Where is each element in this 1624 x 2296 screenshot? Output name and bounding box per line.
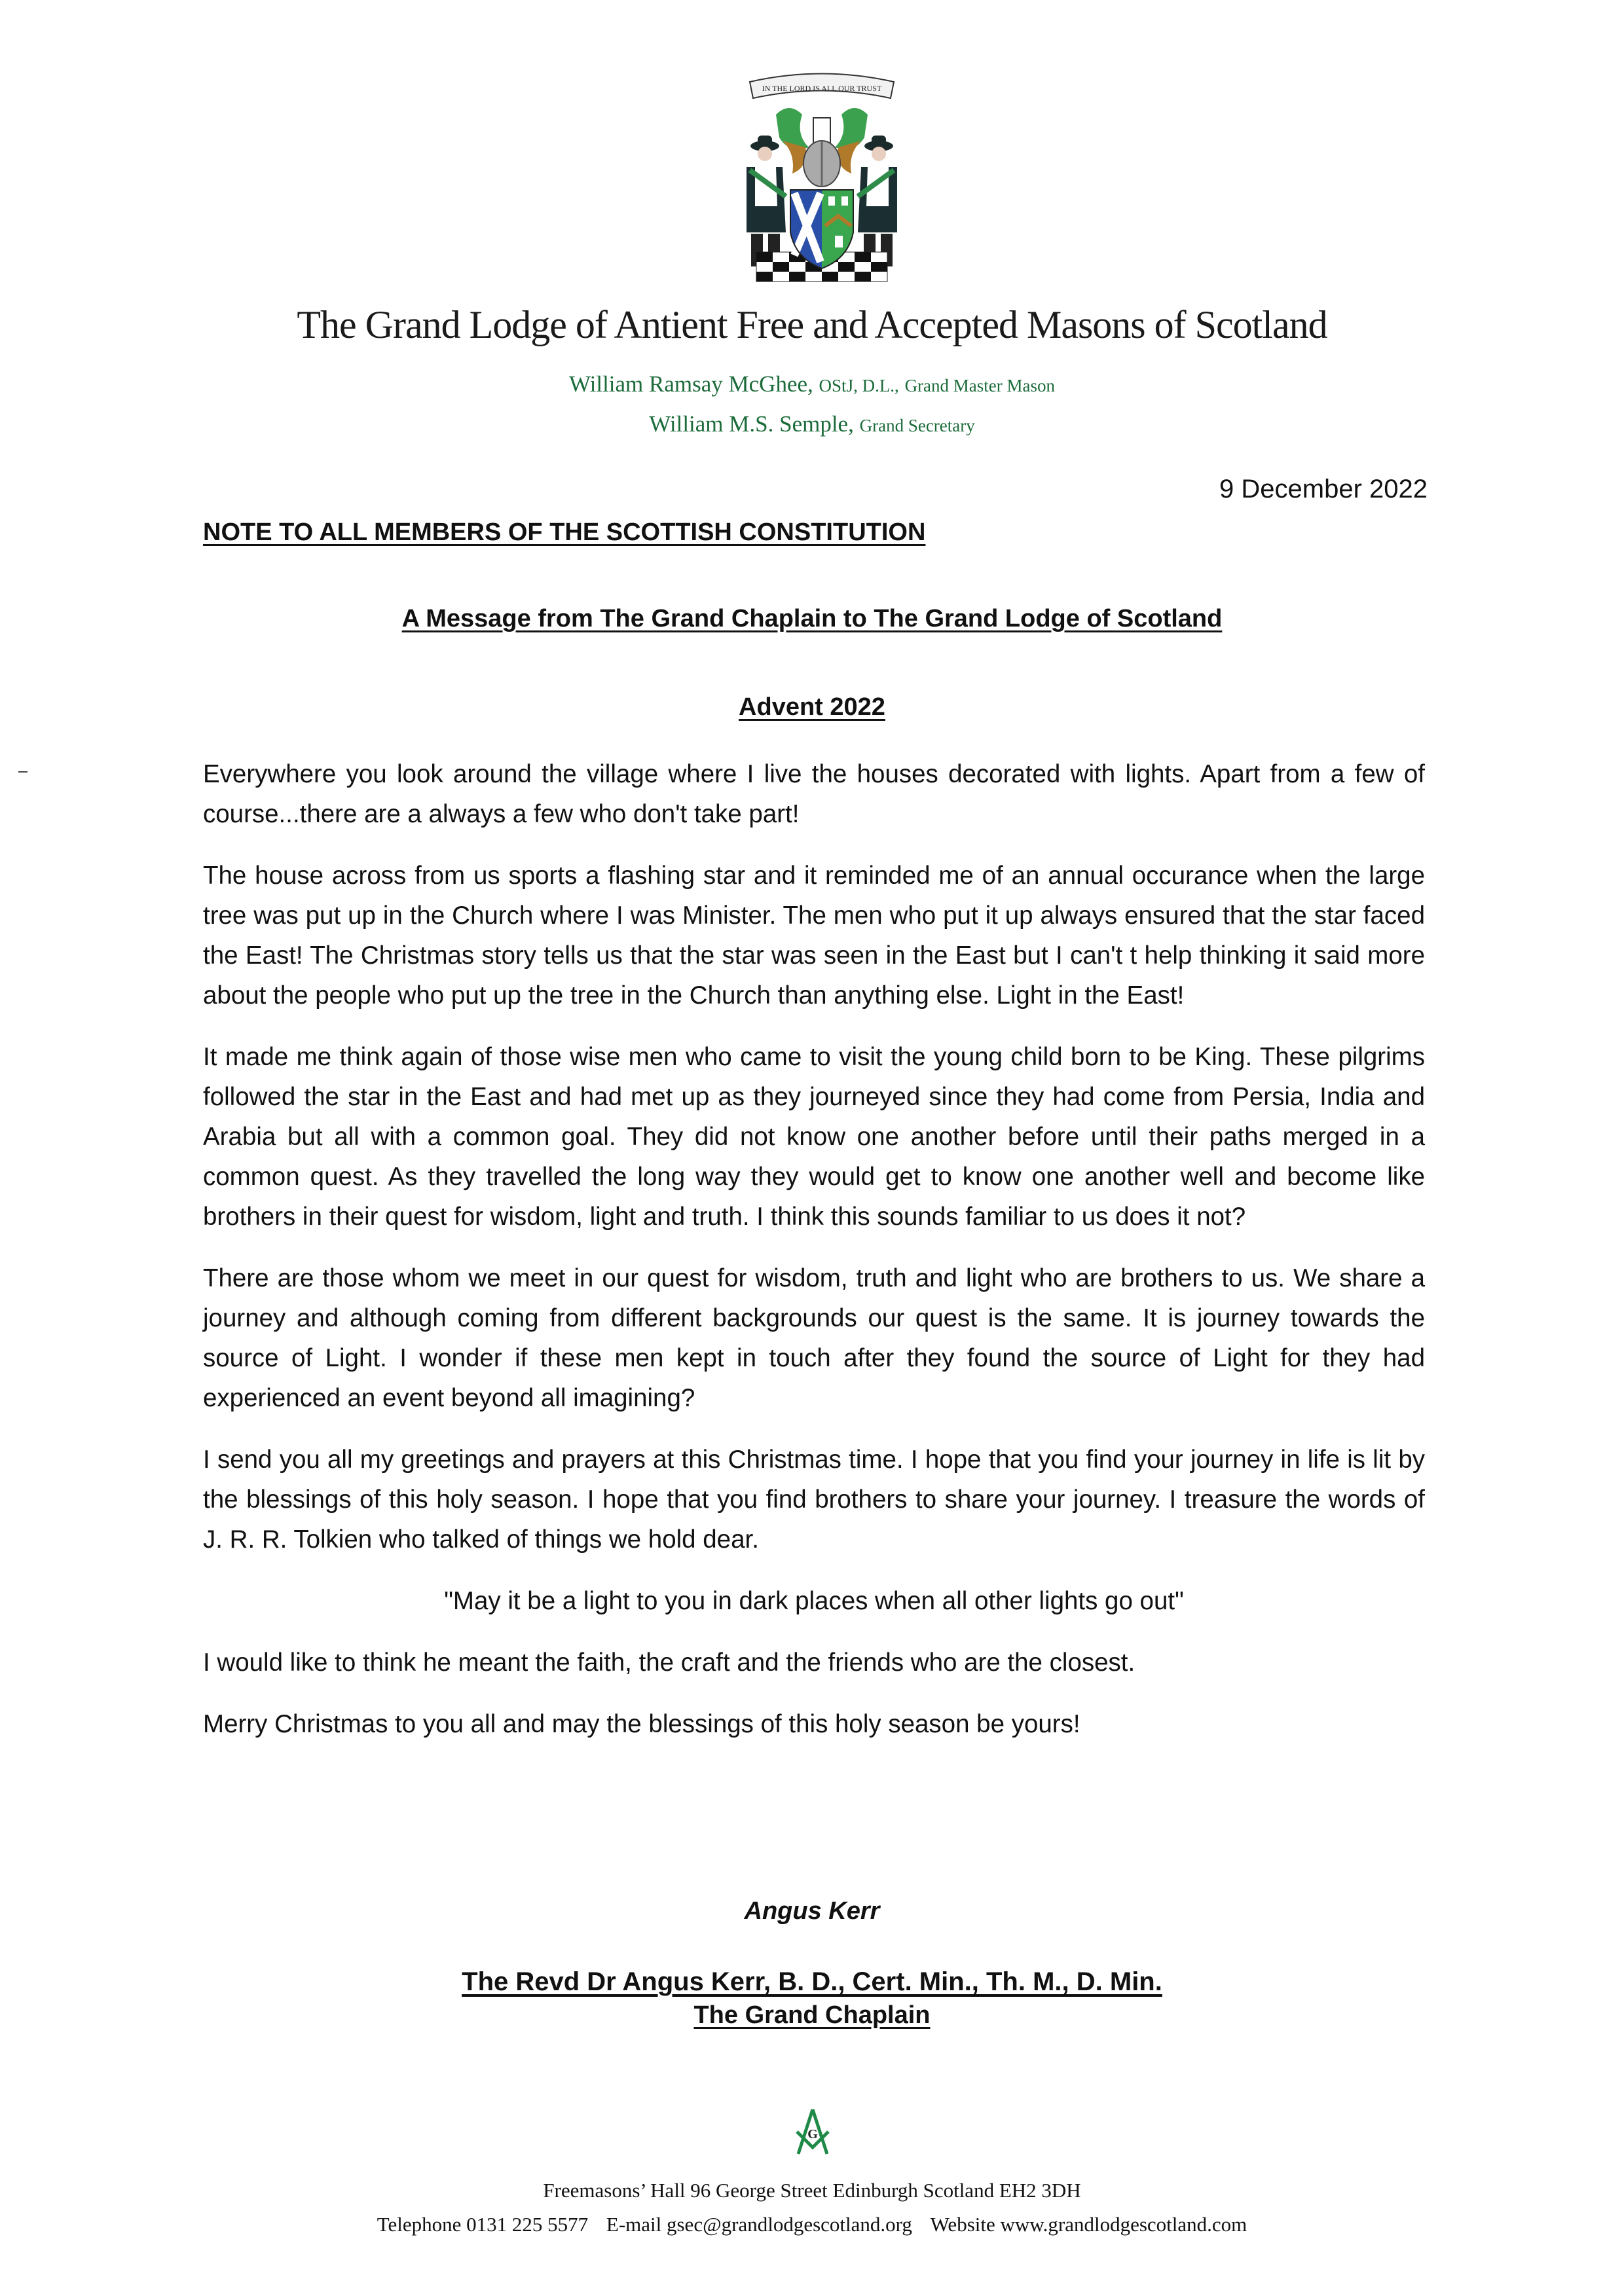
- margin-mark: [18, 771, 28, 773]
- organization-title: The Grand Lodge of Antient Free and Accepted Masons of Scotland: [297, 303, 1327, 346]
- grand-master-line: [0, 371, 1624, 397]
- footer-contact: [0, 2213, 1624, 2236]
- supporter-right: [858, 136, 897, 266]
- officer-name: William M.S. Semple,: [649, 411, 854, 437]
- message-heading: A Message from The Grand Chaplain to The Grand Lodge of Scotland: [401, 605, 1223, 632]
- footer-telephone: Telephone 0131 225 5577: [377, 2213, 589, 2236]
- paragraph: Everywhere you look around the village where I live the houses decorated with lights. Apart from a few of course...there are a always a few who don't take part!: [203, 760, 1425, 828]
- emblem-letter: G: [807, 2127, 818, 2141]
- mantling-right: [835, 108, 868, 149]
- officer-name: William Ramsay McGhee,: [568, 371, 813, 397]
- footer-email[interactable]: E-mail gsec@grandlodgescotland.org: [606, 2213, 912, 2236]
- supporter-left: [747, 136, 786, 266]
- paragraph: There are those whom we meet in our quest for wisdom, truth and light who are brothers to us. We share a journey and although coming from different backgrounds our quest is the same. It is journey towards the source of Light. I wonder if these men kept in touch after they found the source of Light for they had experienced an event beyond all imagining?: [203, 1264, 1425, 1412]
- paragraph: It made me think again of those wise men who came to visit the young child born to be King. These pilgrims followed the star in the East and had met up as they journeyed since they had come from Persia, India and Arabia but all with a common goal. They did not know one another before until their paths merged in a common quest. As they travelled the long way they would get to know one another well and become like brothers in their quest for wisdom, light and truth. I think this sounds familiar to us does it not?: [203, 1043, 1425, 1231]
- tolkien-quote: "May it be a light to you in dark places when all other lights go out": [444, 1587, 1184, 1615]
- signatory-role: The Grand Chaplain: [693, 2001, 931, 2029]
- letter-date: 9 December 2022: [1219, 475, 1428, 503]
- mantling-left: [776, 108, 809, 149]
- crest-motto: IN THE LORD IS ALL OUR TRUST: [762, 84, 882, 93]
- officer-role: Grand Secretary: [859, 416, 975, 435]
- grand-lodge-crest: [717, 62, 927, 288]
- paragraph: I would like to think he meant the faith, the craft and the friends who are the closest.: [203, 1649, 1135, 1677]
- paragraph: I send you all my greetings and prayers at this Christmas time. I hope that you find your journey in life is lit by the blessings of this holy season. I hope that you find brothers to share your journey. I treasure the words of J. R. R. Tolkien who talked of things we hold dear.: [203, 1446, 1425, 1554]
- officer-honours: OStJ, D.L.,: [819, 376, 899, 395]
- signature-name: Angus Kerr: [744, 1897, 880, 1925]
- grand-secretary-line: [0, 411, 1624, 437]
- paragraph: Merry Christmas to you all and may the blessings of this holy season be yours!: [203, 1710, 1080, 1738]
- officer-role: Grand Master Mason: [904, 376, 1056, 395]
- square-and-compass-icon: [794, 2108, 831, 2155]
- letter-body: [203, 754, 1425, 1766]
- footer-website[interactable]: Website www.grandlodgescotland.com: [930, 2213, 1247, 2236]
- paragraph: The house across from us sports a flashing star and it reminded me of an annual occurance when the large tree was put up in the Church where I was Minister. The men who put it up always ensured that the star faced the East! The Christmas story tells us that the star was seen in the East but I can't t help thinking it said more about the people who put up the tree in the Church than anything else. Light in the East!: [203, 862, 1425, 1010]
- note-heading: NOTE TO ALL MEMBERS OF THE SCOTTISH CONSTITUTION: [203, 519, 926, 546]
- signatory-full-title: The Revd Dr Angus Kerr, B. D., Cert. Min., Th. M., D. Min.: [462, 1967, 1162, 1996]
- advent-heading: Advent 2022: [739, 693, 885, 721]
- footer-address: Freemasons’ Hall 96 George Street Edinburgh Scotland EH2 3DH: [543, 2179, 1081, 2202]
- crest-illustration: [717, 62, 927, 288]
